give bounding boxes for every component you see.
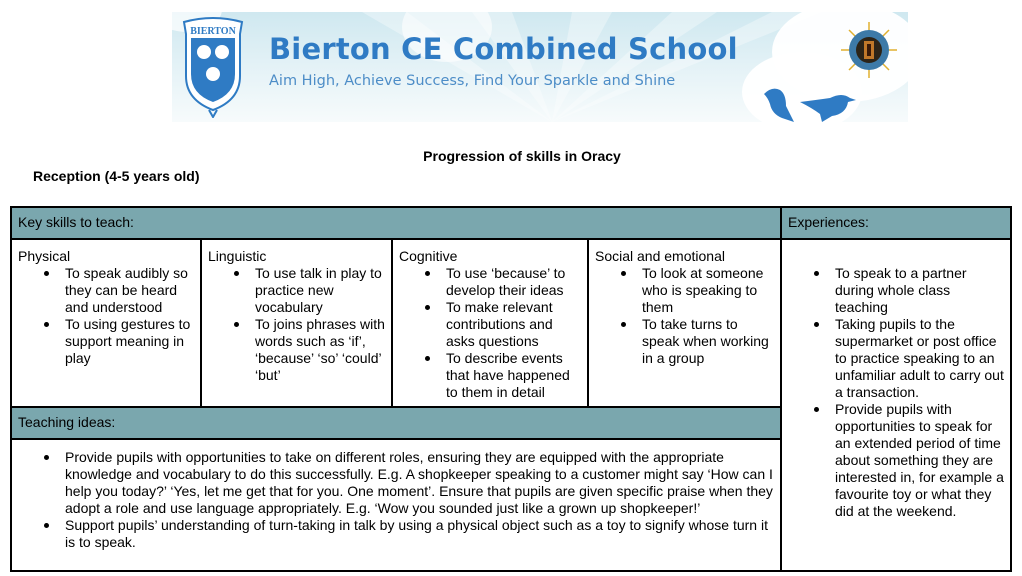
- birds-silhouette: [760, 84, 860, 122]
- skills-list: [12, 265, 200, 367]
- list-item: To make relevant contributions and asks questions: [446, 299, 583, 350]
- school-motto: Aim High, Achieve Success, Find Your Sparkle and Shine: [269, 73, 676, 89]
- school-name: Bierton CE Combined School: [269, 32, 738, 66]
- column-title: Social and emotional: [595, 248, 725, 264]
- experiences-cell: [782, 240, 1010, 570]
- skills-list: [393, 265, 587, 401]
- bullet-icon: [234, 322, 239, 327]
- list-item: To describe events that have happened to them in detail: [446, 350, 583, 401]
- teaching-ideas-cell: [12, 440, 780, 570]
- list-item: Taking pupils to the supermarket or post office to practice speaking to an unfamiliar adult to carry out a transaction.: [835, 316, 1006, 401]
- document-subtitle: Reception (4-5 years old): [33, 168, 200, 184]
- skills-column-physical: [12, 240, 200, 406]
- bullet-icon: [234, 271, 239, 276]
- bullet-icon: [44, 523, 49, 528]
- table-divider: [12, 438, 780, 440]
- list-item: To take turns to speak when working in a group: [642, 316, 778, 367]
- table-divider: [12, 406, 780, 408]
- table-divider: [587, 238, 589, 408]
- oracy-skills-table: [10, 206, 1012, 572]
- list-item: Support pupils’ understanding of turn-taking in talk by using a physical object such as a toy to signify whose turn it is to speak.: [65, 517, 776, 551]
- skills-column-linguistic: [202, 240, 391, 406]
- list-item: To joins phrases with words such as ‘if’, ‘because’ ‘so’ ‘could’ ‘but’: [255, 316, 389, 384]
- bullet-icon: [621, 322, 626, 327]
- table-divider: [391, 238, 393, 408]
- column-title: Linguistic: [208, 248, 267, 264]
- bullet-icon: [44, 322, 49, 327]
- list-item: To use ‘because’ to develop their ideas: [446, 265, 583, 299]
- school-crest-logo: [180, 16, 246, 118]
- skills-list: [589, 265, 780, 367]
- list-item: To look at someone who is speaking to them: [642, 265, 778, 316]
- document-title: Progression of skills in Oracy: [423, 148, 621, 164]
- bullet-icon: [814, 407, 819, 412]
- crest-text: BIERTON: [190, 26, 236, 37]
- bullet-icon: [814, 322, 819, 327]
- list-item: To speak audibly so they can be heard and understood: [65, 265, 196, 316]
- school-banner: [172, 12, 908, 122]
- skills-column-social-emotional: [589, 240, 780, 406]
- column-title: Physical: [18, 248, 71, 264]
- teaching-ideas-header: [12, 408, 780, 438]
- experiences-header-label: Experiences:: [788, 214, 869, 230]
- bullet-icon: [425, 356, 430, 361]
- column-title: Cognitive: [399, 248, 458, 264]
- experiences-list: [782, 265, 1010, 520]
- table-divider: [200, 238, 202, 408]
- table-divider: [780, 208, 782, 570]
- experiences-header: [782, 208, 1010, 238]
- list-item: Provide pupils with opportunities to speak for an extended period of time about something they are interested in, for example a favourite toy or what they did at the weekend.: [835, 401, 1006, 520]
- list-item: To use talk in play to practice new vocabulary: [255, 265, 389, 316]
- skills-list: [202, 265, 391, 384]
- list-item: To speak to a partner during whole class teaching: [835, 265, 1006, 316]
- table-divider: [12, 238, 1010, 240]
- let-your-light-shine-seal: [839, 20, 899, 80]
- key-skills-header-label: Key skills to teach:: [18, 214, 134, 230]
- list-item: Provide pupils with opportunities to take on different roles, ensuring they are equipped with the appropriate knowledge and vocabulary to do this successfully. E.g. A shopkeeper speaking to a customer might say ‘How can I help you today?’ ‘Yes, let me get that for you. One moment’. Ensure that pupils are given specific praise when they adopt a role and use language appropriately. E.g. ‘Wow you sounded just like a grown up shopkeeper!’: [65, 449, 776, 517]
- bullet-icon: [44, 455, 49, 460]
- bullet-icon: [425, 305, 430, 310]
- bullet-icon: [44, 271, 49, 276]
- skills-column-cognitive: [393, 240, 587, 406]
- key-skills-header: [12, 208, 780, 238]
- list-item: To using gestures to support meaning in play: [65, 316, 196, 367]
- bullet-icon: [621, 271, 626, 276]
- bullet-icon: [425, 271, 430, 276]
- bullet-icon: [814, 271, 819, 276]
- teaching-ideas-list: [12, 449, 780, 551]
- teaching-ideas-header-label: Teaching ideas:: [18, 414, 116, 430]
